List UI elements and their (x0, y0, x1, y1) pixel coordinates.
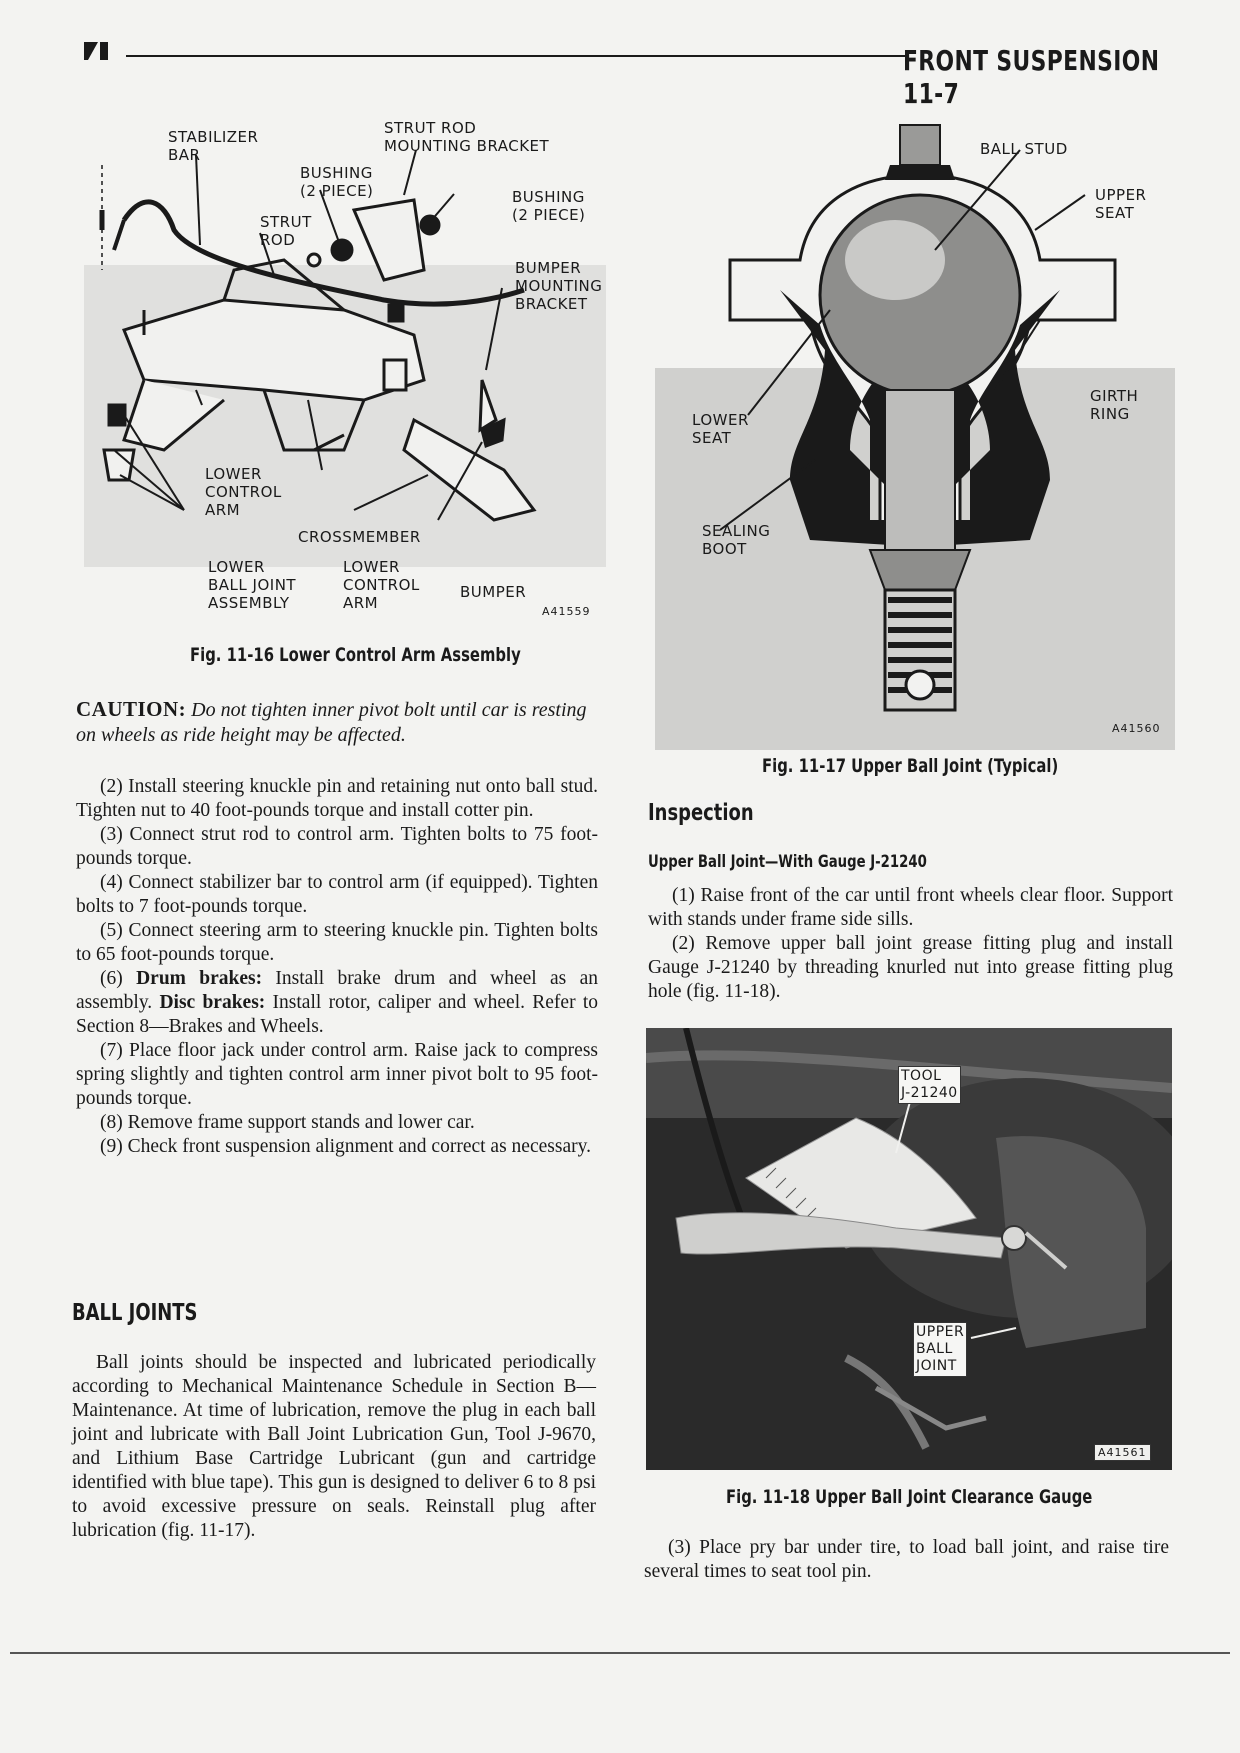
caution-note (76, 697, 604, 748)
label-strut-rod-mounting-bracket: STRUT ROD MOUNTING BRACKET (384, 119, 550, 155)
upper-ball-joint-subheading: Upper Ball Joint—With Gauge J-21240 (648, 852, 927, 872)
inspection-step-3-block (644, 1536, 1169, 1584)
header-corner-mark (84, 40, 118, 62)
step-2: (2) Install steering knuckle pin and retaining nut onto ball stud. Tighten nut to 40 foot-pounds torque and install cotter pin. (76, 776, 598, 821)
disc-brakes-label: Disc brakes: (159, 992, 266, 1013)
label-lower-seat: LOWER SEAT (692, 411, 749, 447)
label-ball-stud: BALL STUD (980, 140, 1068, 158)
caution-label: CAUTION: (76, 697, 187, 721)
step-7: (7) Place floor jack under control arm. Raise jack to compress spring slightly and tighten control arm inner pivot bolt to 95 foot-pounds torque. (76, 1040, 598, 1109)
label-stabilizer-bar: STABILIZER BAR (168, 128, 259, 164)
upper-ball-joint-drawing (720, 120, 1120, 740)
step-4: (4) Connect stabilizer bar to control arm (if equipped). Tighten bolts to 7 foot-pounds torque. (76, 872, 598, 917)
inspection-steps (648, 884, 1173, 1004)
label-crossmember: CROSSMEMBER (298, 528, 421, 546)
label-bumper: BUMPER (460, 583, 527, 601)
label-upper-ball-joint: UPPER BALL JOINT (913, 1322, 967, 1377)
label-lower-control-arm-upper: LOWER CONTROL ARM (205, 465, 282, 519)
label-lower-ball-joint-assembly: LOWER BALL JOINT ASSEMBLY (208, 558, 297, 612)
inspection-step-1: (1) Raise front of the car until front wheels clear floor. Support with stands under frame side sills. (648, 885, 1173, 930)
step-3: (3) Connect strut rod to control arm. Tighten bolts to 75 foot-pounds torque. (76, 824, 598, 869)
header-rule (126, 55, 906, 57)
label-upper-seat: UPPER SEAT (1095, 186, 1147, 222)
install-steps (76, 775, 598, 1159)
fig-11-18-caption: Fig. 11-18 Upper Ball Joint Clearance Gauge (726, 1486, 1093, 1508)
fig-11-17-caption: Fig. 11-17 Upper Ball Joint (Typical) (762, 755, 1059, 777)
caution-text: Do not tighten inner pivot bolt until car is resting on wheels as ride height may be affected. (76, 699, 587, 746)
fig-11-17-number: A41560 (1112, 722, 1161, 735)
label-tool-j21240: TOOL J-21240 (898, 1066, 961, 1104)
fig-11-18-number: A41561 (1094, 1444, 1151, 1461)
label-bumper-mounting-bracket: BUMPER MOUNTING BRACKET (515, 259, 603, 313)
drum-brakes-label: Drum brakes: (136, 968, 263, 989)
label-bushing-right: BUSHING (2 PIECE) (512, 188, 586, 224)
inspection-step-3: (3) Place pry bar under tire, to load ball joint, and raise tire several times to seat tool pin. (644, 1537, 1169, 1582)
label-strut-rod: STRUT ROD (260, 213, 312, 249)
ball-joints-heading: BALL JOINTS (72, 1300, 198, 1326)
label-bushing-left: BUSHING (2 PIECE) (300, 164, 374, 200)
label-girth-ring: GIRTH RING (1090, 387, 1139, 423)
page-header-title: FRONT SUSPENSION 11-7 (903, 44, 1160, 110)
inspection-step-2: (2) Remove upper ball joint grease fitting plug and install Gauge J-21240 by threading knurled nut into grease fitting plug hole (fig. 11-18). (648, 933, 1173, 1002)
fig-11-16-caption: Fig. 11-16 Lower Control Arm Assembly (190, 644, 521, 666)
label-lower-control-arm-lower: LOWER CONTROL ARM (343, 558, 420, 612)
label-sealing-boot: SEALING BOOT (702, 522, 771, 558)
bottom-rule (10, 1652, 1230, 1654)
step-9: (9) Check front suspension alignment and correct as necessary. (100, 1136, 591, 1157)
fig-11-16-number: A41559 (542, 605, 591, 618)
inspection-heading: Inspection (648, 800, 754, 826)
step-8: (8) Remove frame support stands and lower car. (100, 1112, 475, 1133)
step-5: (5) Connect steering arm to steering knuckle pin. Tighten bolts to 65 foot-pounds torque. (76, 920, 598, 965)
ball-joints-paragraph: Ball joints should be inspected and lubricated periodically according to Mechanical Maintenance Schedule in Section B—Maintenance. At time of lubrication, remove the plug in each ball joint and lubricate with Ball Joint Lubrication Gun, Tool J-9670, and Lithium Base Cartridge Lubricant (gun and cartridge identified with blue tape). This gun is designed to deliver 6 to 8 psi to avoid excessive pressure on seals. Reinstall plug after lubrication (fig. 11-17). (72, 1352, 596, 1541)
step-6: (6) Drum brakes: Install brake drum and wheel as an assembly. Disc brakes: Install rotor, caliper and wheel. Refer to Section 8—Brakes and Wheels. (76, 968, 598, 1037)
